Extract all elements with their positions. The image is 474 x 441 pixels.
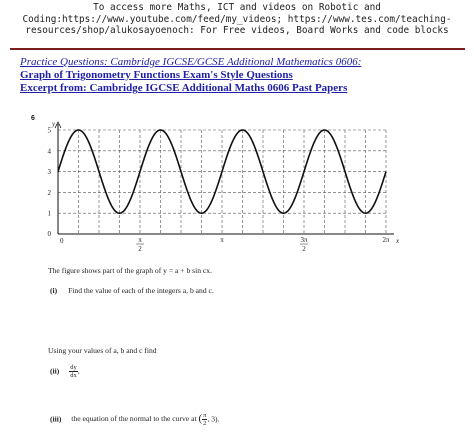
part-i-text: Find the value of each of the integers a, b and c. [68, 286, 214, 295]
derivative-fraction [69, 364, 78, 379]
y-tick-label: 1 [47, 209, 51, 218]
part-i-label: (i) [50, 286, 58, 295]
part-i [50, 286, 214, 295]
graph-axes [55, 122, 394, 234]
part-iii-close: , 3). [207, 414, 220, 424]
y-axis-label: y [52, 120, 56, 128]
point-fraction-denominator: 2 [203, 420, 207, 427]
header-line-1: To access more Maths, ICT and videos on Robotic and [93, 2, 381, 13]
title-line-2: Graph of Trigonometry Functions Exam's Style Questions [20, 69, 293, 82]
x-tick-label: π [220, 236, 224, 244]
x-tick-denominator: 2 [138, 245, 142, 253]
part-iii [50, 412, 219, 427]
question-intro: The figure shows part of the graph of y = a + b sin cx. [48, 266, 212, 275]
y-origin-label: 0 [47, 230, 51, 238]
y-tick-label: 4 [47, 147, 51, 156]
x-tick-label: 2π [382, 236, 390, 244]
part-iii-label: (iii) [50, 414, 62, 424]
using-values-text: Using your values of a, b and c find [48, 346, 157, 355]
y-tick-label: 3 [47, 168, 51, 177]
header-line-3[interactable]: resources/shop/alukosayoenoch: For Free videos, Board Works and code blocks [25, 25, 449, 36]
header-line-2[interactable]: Coding:https://www.youtube.com/feed/my_videos; https://www.tes.com/teaching- [22, 13, 452, 25]
derivative-denominator: dx [70, 372, 77, 379]
derivative-numerator: dy [70, 364, 77, 371]
title-line-1: Practice Questions: Cambridge IGCSE/GCSE Additional Mathematics 0606: [20, 56, 362, 68]
x-tick-denominator: 2 [302, 245, 306, 253]
part-ii-suffix: , [77, 366, 80, 376]
x-axis-label: x [396, 237, 400, 245]
header-banner [0, 2, 474, 37]
part-iii-text: the equation of the normal to the curve at [71, 414, 197, 424]
title-line-3: Excerpt from: Cambridge IGCSE Additional Maths 0606 Past Papers [20, 82, 348, 95]
question-number: 6 [31, 115, 35, 122]
point-fraction-numerator: π [203, 412, 207, 419]
document-titles [20, 56, 460, 96]
part-iii-open: ( [198, 412, 203, 425]
header-divider [10, 48, 465, 50]
x-tick-label: π [138, 236, 142, 244]
y-tick-label: 5 [47, 126, 51, 135]
graph-labels [48, 120, 401, 253]
sine-graph [30, 118, 410, 253]
y-tick-label: 2 [47, 188, 51, 197]
part-ii-label: (ii) [50, 366, 60, 376]
part-ii [50, 364, 80, 379]
x-tick-label: 3π [300, 236, 308, 244]
x-origin-label: 0 [60, 237, 64, 245]
